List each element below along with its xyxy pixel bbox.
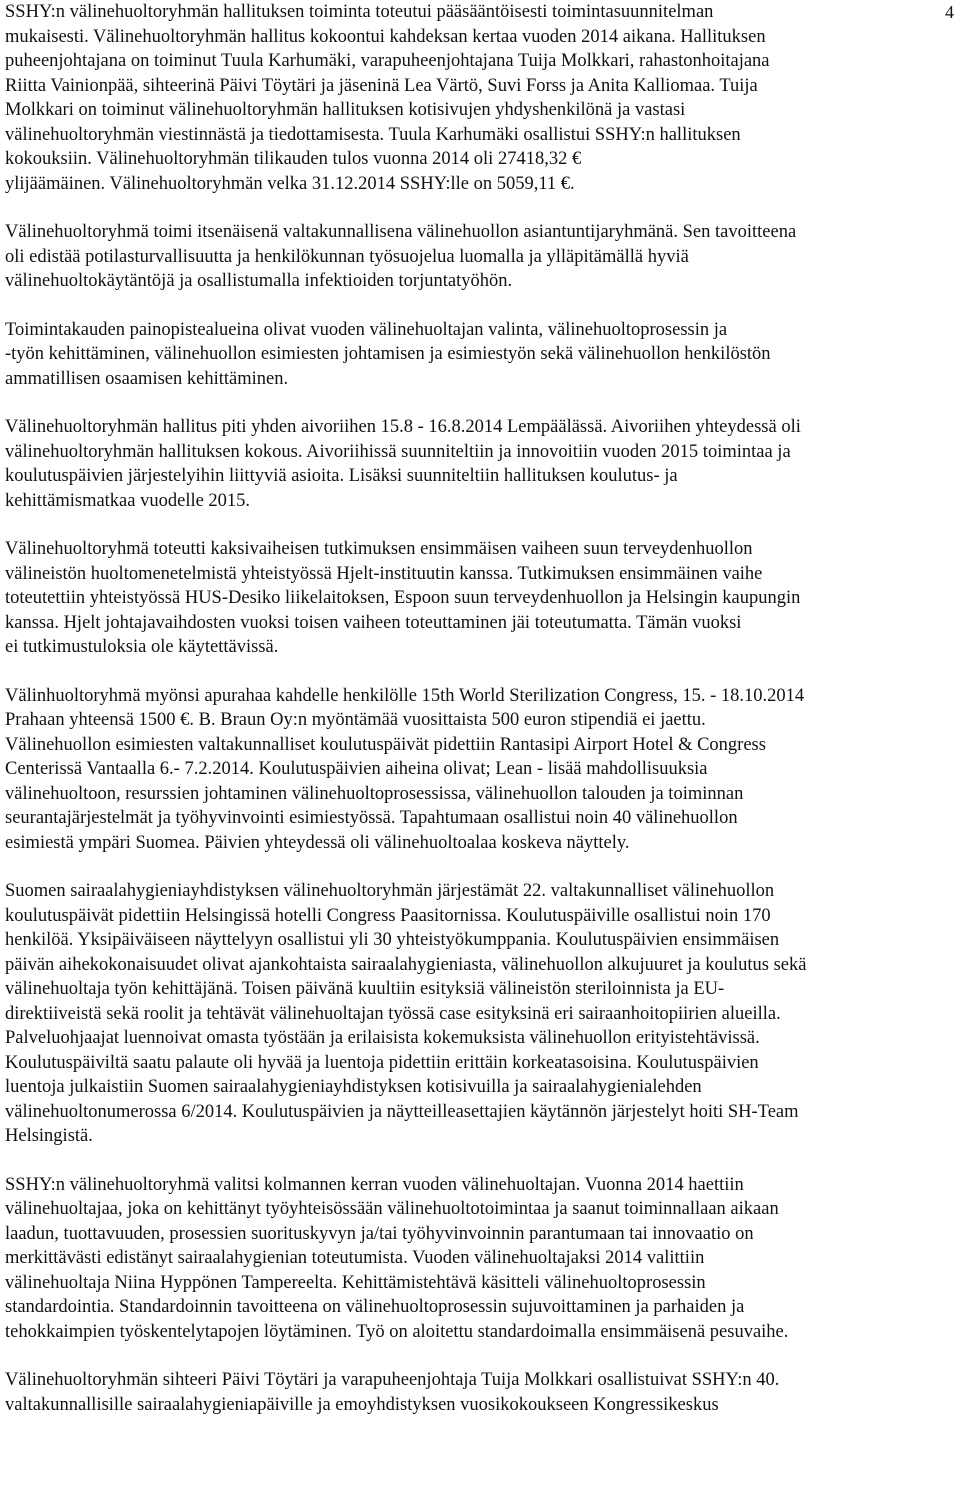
paragraph [5,684,950,856]
text-line: kokouksiin. Välinehuoltoryhmän tilikauden tulos vuonna 2014 oli 27418,32 € [5,149,582,169]
paragraph [5,537,950,660]
text-line: päivän aihekokonaisuudet olivat ajankohtaista sairaalahygieniasta, välinehuollon alkujuuret ja koulutus sekä [5,954,807,975]
paragraph [5,0,950,196]
text-line: Välinehuoltoryhmän sihteeri Päivi Töytäri ja varapuheenjohtaja Tuija Molkkari osallistuivat SSHY:n 40. [5,1370,780,1390]
text-line: ammatillisen osaamisen kehittäminen. [5,368,289,389]
text-line: Centerissä Vantaalla 6.- 7.2.2014. Koulutuspäivien aiheina olivat; Lean - lisää mahdollisuuksia [5,759,708,779]
text-line: SSHY:n välinehuoltoryhmän hallituksen toiminta toteutui pääsääntöisesti toimintasuunnitelman [5,2,714,22]
text-line: tehokkaimpien työskentelytapojen löytäminen. Työ on aloitettu standardoimalla ensimmäisenä pesuvaihe. [5,1321,789,1342]
text-line: toteutettiin yhteistyössä HUS-Desiko liikelaitoksen, Espoon suun terveydenhuollon ja Helsingin kaupungin [5,588,801,608]
text-line: henkilöä. Yksipäiväiseen näyttelyyn osallistui yli 30 yhteistyökumppania. Koulutuspäivien ensimmäisen [5,930,780,950]
text-line: kehittämismatkaa vuodelle 2015. [5,490,251,511]
paragraph [5,318,950,392]
text-line: laadun, tuottavuuden, prosessien suorituskyvyn ja/tai työhyvinvoinnin parantumaan tai innovaatio on [5,1223,754,1244]
text-line: mukaisesti. Välinehuoltoryhmän hallitus kokoontui kahdeksan kertaa vuoden 2014 aikana. Hallituksen [5,26,766,47]
text-line: Välinehuoltoryhmän hallitus piti yhden aivoriihen 15.8 - 16.8.2014 Lempäälässä. Aivoriihen yhteydessä oli [5,417,801,437]
text-line: välinehuoltaja Niina Hyppönen Tampereelta. Kehittämistehtävä käsitteli välinehuoltoprosessin [5,1272,706,1293]
document-body [5,0,950,1441]
text-line: Riitta Vainionpää, sihteerinä Päivi Töytäri ja jäseninä Lea Värtö, Suvi Forss ja Anita Kalliomaa. Tuija [5,75,758,96]
text-line: koulutuspäivät pidettiin Helsingissä hotelli Congress Paasitornissa. Koulutuspäiville osallistui noin 170 [5,905,771,926]
paragraph [5,1173,950,1345]
text-line: koulutuspäivien järjestelyihin liittyviä asioita. Lisäksi suunniteltiin hallituksen koulutus- ja [5,466,678,486]
text-line: ei tutkimustuloksia ole käytettävissä. [5,637,279,657]
text-line: kanssa. Hjelt johtajavaihdosten vuoksi toisen vaiheen toteuttaminen jäi toteutumatta. Tämän vuoksi [5,612,742,633]
text-line: välinehuoltoon, resurssien johtaminen välinehuoltoprosessissa, välinehuollon talouden ja toiminnan [5,783,744,804]
text-line: direktiiveistä sekä roolit ja tehtävät välinehuoltajan työssä case esityksinä eri sairaanhoitopiirien alueilla. [5,1003,781,1024]
text-line: -työn kehittäminen, välinehuollon esimiesten johtamisen ja esimiestyön sekä välinehuollon henkilöstön [5,344,771,364]
text-line: välineistön huoltomenetelmistä yhteistyössä Hjelt-instituutin kanssa. Tutkimuksen ensimmäinen vaihe [5,563,763,584]
text-line: Prahaan yhteensä 1500 €. B. Braun Oy:n myöntämää vuosittaista 500 euron stipendiä ei jaettu. [5,710,706,730]
text-line: Välinhuoltoryhmä myönsi apurahaa kahdelle henkilölle 15th World Sterilization Congress, 15. - 18.10.2014 [5,685,805,706]
text-line: luentoja julkaistiin Suomen sairaalahygieniayhdistyksen kotisivuilla ja sairaalahygienialehden [5,1077,702,1097]
text-line: välinehuoltajaa, joka on kehittänyt työyhteisössään välinehuoltotoimintaa ja saanut toiminnallaan aikaan [5,1199,779,1219]
text-line: Välinehuollon esimiesten valtakunnalliset koulutuspäivät pidettiin Rantasipi Airport Hotel & Congress [5,734,766,755]
paragraph [5,220,950,294]
text-line: valtakunnallisille sairaalahygieniapäiville ja emoyhdistyksen vuosikokoukseen Kongressikeskus [5,1394,719,1415]
text-line: standardointia. Standardoinnin tavoitteena on välinehuoltoprosessin sujuvoittaminen ja parhaiden ja [5,1297,745,1317]
paragraph [5,415,950,513]
text-line: välinehuoltoryhmän hallituksen kokous. Aivoriihissä suunniteltiin ja innovoitiin vuoden 2015 toimintaa ja [5,441,791,462]
text-line: välinehuoltoryhmän viestinnästä ja tiedottamisesta. Tuula Karhumäki osallistui SSHY:n hallituksen [5,124,741,145]
text-line: Toimintakauden painopistealueina olivat vuoden välinehuoltajan valinta, välinehuoltoprosessin ja [5,319,728,340]
text-line: Koulutuspäiviltä saatu palaute oli hyvää ja luentoja pidettiin erittäin korkeatasoisina. Koulutuspäivien [5,1052,759,1073]
text-line: välinehuoltaja työn kehittäjänä. Toisen päivänä kuultiin esityksiä välineistön steriloinnista ja EU- [5,979,725,999]
text-line: esimiestä ympäri Suomea. Päivien yhteydessä oli välinehuoltoalaa koskeva näyttely. [5,832,630,853]
text-line: Suomen sairaalahygieniayhdistyksen välinehuoltoryhmän järjestämät 22. valtakunnalliset välinehuollon [5,881,775,901]
text-line: Molkkari on toiminut välinehuoltoryhmän hallituksen kotisivujen yhdyshenkilönä ja vastasi [5,100,686,120]
page-number: 4 [945,2,954,22]
text-line: ylijäämäinen. Välinehuoltoryhmän velka 31.12.2014 SSHY:lle on 5059,11 €. [5,173,575,194]
text-line: välinehuoltonumerossa 6/2014. Koulutuspäivien ja näytteilleasettajien käytännön järjestelyt hoiti SH-Team [5,1101,799,1122]
text-line: merkittävästi edistänyt sairaalahygienian toteutumista. Vuoden välinehuoltajaksi 2014 valittiin [5,1248,705,1268]
text-line: Välinehuoltoryhmä toimi itsenäisenä valtakunnallisena välinehuollon asiantuntijaryhmänä. Sen tavoitteena [5,222,797,242]
paragraph [5,1368,950,1417]
paragraph [5,879,950,1149]
text-line: oli edistää potilasturvallisuutta ja henkilökunnan työsuojelua luomalla ja ylläpitämällä hyviä [5,246,689,267]
text-line: SSHY:n välinehuoltoryhmä valitsi kolmannen kerran vuoden välinehuoltajan. Vuonna 2014 haettiin [5,1174,744,1195]
text-line: välinehuoltokäytäntöjä ja osallistumalla infektioiden torjuntatyöhön. [5,271,513,291]
text-line: Helsingistä. [5,1126,93,1146]
text-line: Palveluohjaajat luennoivat omasta työstään ja erilaisista kokemuksista välinehuollon erityistehtävissä. [5,1028,760,1048]
text-line: puheenjohtajana on toiminut Tuula Karhumäki, varapuheenjohtajana Tuija Molkkari, rahastonhoitajana [5,51,770,71]
text-line: seurantajärjestelmät ja työhyvinvointi esimiestyössä. Tapahtumaan osallistui noin 40 välinehuollon [5,808,738,828]
text-line: Välinehuoltoryhmä toteutti kaksivaiheisen tutkimuksen ensimmäisen vaiheen suun terveydenhuollon [5,539,753,559]
